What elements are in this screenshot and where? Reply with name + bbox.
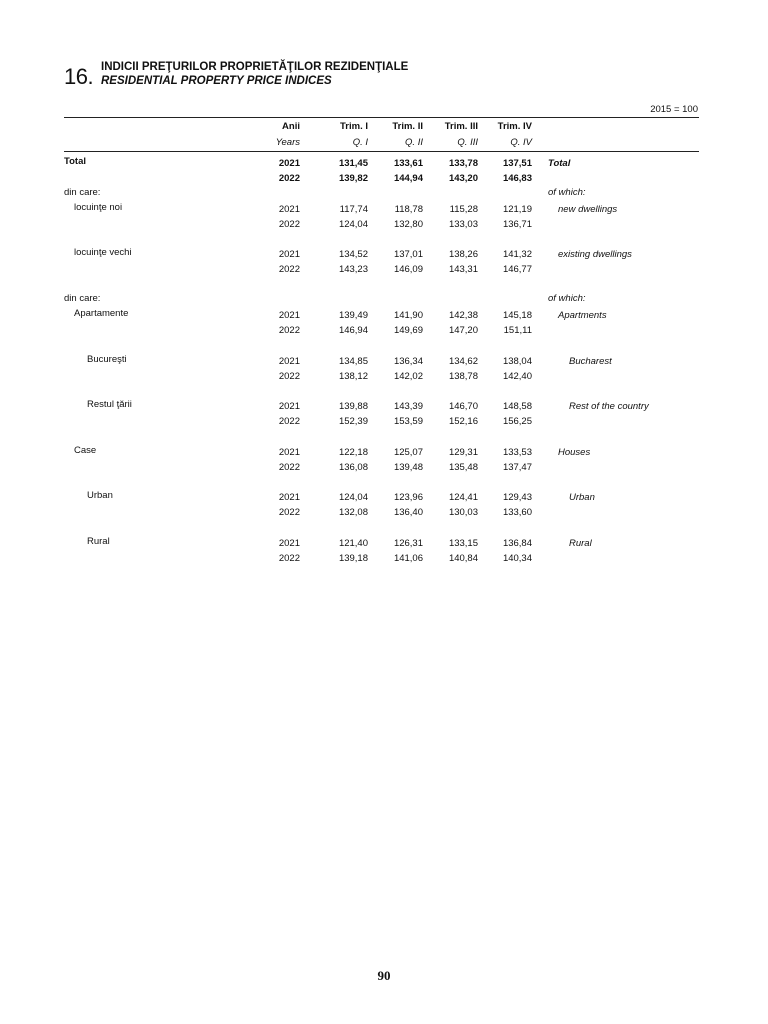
- year-cell: 2021: [278, 158, 300, 169]
- value-cell: 135,48: [448, 462, 478, 473]
- row-label-ro: Bucureşti: [87, 354, 127, 365]
- col-q4-en: Q. IV: [510, 137, 532, 148]
- year-cell: 2022: [278, 325, 300, 336]
- row-label-en: new dwellings: [558, 204, 618, 215]
- col-q3-en: Q. III: [457, 137, 478, 148]
- row-label-en: Bucharest: [569, 356, 612, 367]
- year-cell: 2022: [278, 371, 300, 382]
- value-cell: 124,04: [338, 492, 368, 503]
- value-cell: 143,31: [448, 264, 478, 275]
- year-cell: 2022: [278, 264, 300, 275]
- year-cell: 2022: [278, 416, 300, 427]
- value-cell: 146,09: [393, 264, 423, 275]
- row-label-en: Total: [548, 158, 571, 169]
- value-cell: 132,08: [338, 507, 368, 518]
- subgroup-heading-ro: din care:: [64, 187, 101, 198]
- value-cell: 146,70: [448, 401, 478, 412]
- value-cell: 138,78: [448, 371, 478, 382]
- year-cell: 2022: [278, 507, 300, 518]
- value-cell: 138,26: [448, 249, 478, 260]
- col-q1-en: Q. I: [352, 137, 368, 148]
- value-cell: 146,94: [338, 325, 368, 336]
- value-cell: 139,82: [338, 173, 368, 184]
- value-cell: 123,96: [393, 492, 423, 503]
- value-cell: 142,40: [502, 371, 532, 382]
- header-rule: [64, 151, 699, 152]
- value-cell: 133,61: [393, 158, 423, 169]
- value-cell: 137,51: [502, 158, 532, 169]
- title-romanian: INDICII PREŢURILOR PROPRIETĂŢILOR REZIDENŢIALE: [101, 61, 409, 73]
- value-cell: 125,07: [393, 447, 423, 458]
- value-cell: 136,40: [393, 507, 423, 518]
- subgroup-heading-en: of which:: [548, 187, 586, 198]
- value-cell: 139,49: [338, 310, 368, 321]
- value-cell: 133,53: [502, 447, 532, 458]
- value-cell: 132,80: [393, 219, 423, 230]
- base-year-note: 2015 = 100: [650, 104, 698, 115]
- subgroup-heading-ro: din care:: [64, 293, 101, 304]
- value-cell: 122,18: [338, 447, 368, 458]
- year-cell: 2021: [278, 492, 300, 503]
- value-cell: 137,47: [502, 462, 532, 473]
- table-number: 16.: [64, 64, 94, 89]
- value-cell: 136,71: [502, 219, 532, 230]
- value-cell: 134,52: [338, 249, 368, 260]
- value-cell: 147,20: [448, 325, 478, 336]
- value-cell: 153,59: [393, 416, 423, 427]
- value-cell: 136,34: [393, 356, 423, 367]
- year-cell: 2021: [278, 249, 300, 260]
- value-cell: 129,43: [502, 492, 532, 503]
- value-cell: 126,31: [393, 538, 423, 549]
- top-rule: [64, 117, 699, 118]
- value-cell: 142,02: [393, 371, 423, 382]
- value-cell: 124,41: [448, 492, 478, 503]
- value-cell: 139,88: [338, 401, 368, 412]
- value-cell: 138,12: [338, 371, 368, 382]
- table-titles: [101, 60, 501, 88]
- year-cell: 2021: [278, 310, 300, 321]
- value-cell: 149,69: [393, 325, 423, 336]
- row-label-en: existing dwellings: [558, 249, 632, 260]
- value-cell: 118,78: [394, 204, 423, 215]
- year-cell: 2022: [278, 173, 300, 184]
- value-cell: 137,01: [393, 249, 423, 260]
- value-cell: 143,23: [338, 264, 368, 275]
- value-cell: 143,39: [393, 401, 423, 412]
- value-cell: 133,03: [448, 219, 478, 230]
- value-cell: 145,18: [502, 310, 532, 321]
- col-q2-ro: Trim. II: [392, 121, 423, 132]
- value-cell: 144,94: [393, 173, 423, 184]
- col-q4-ro: Trim. IV: [497, 121, 532, 132]
- value-cell: 121,40: [338, 538, 368, 549]
- col-q3-ro: Trim. III: [444, 121, 478, 132]
- col-years-en: Years: [275, 137, 300, 148]
- value-cell: 133,60: [502, 507, 532, 518]
- value-cell: 152,39: [338, 416, 368, 427]
- value-cell: 115,28: [449, 204, 478, 215]
- value-cell: 141,90: [393, 310, 423, 321]
- row-label-ro: Apartamente: [74, 308, 129, 319]
- year-cell: 2021: [278, 204, 300, 215]
- row-label-en: Rest of the country: [569, 401, 649, 412]
- row-label-ro: Total: [64, 156, 86, 167]
- subgroup-heading-en: of which:: [548, 293, 586, 304]
- value-cell: 133,78: [448, 158, 478, 169]
- value-cell: 152,16: [448, 416, 478, 427]
- value-cell: 134,85: [338, 356, 368, 367]
- value-cell: 134,62: [448, 356, 478, 367]
- value-cell: 129,31: [448, 447, 478, 458]
- year-cell: 2021: [278, 401, 300, 412]
- year-cell: 2022: [278, 553, 300, 564]
- row-label-en: Urban: [569, 492, 595, 503]
- col-q1-ro: Trim. I: [340, 121, 368, 132]
- row-label-en: Houses: [558, 447, 591, 458]
- value-cell: 139,48: [393, 462, 423, 473]
- row-label-en: Apartments: [558, 310, 607, 321]
- row-label-ro: Urban: [87, 490, 113, 501]
- value-cell: 148,58: [502, 401, 532, 412]
- value-cell: 131,45: [338, 158, 368, 169]
- page-number: 90: [377, 968, 391, 983]
- row-label-en: Rural: [569, 538, 592, 549]
- value-cell: 156,25: [502, 416, 532, 427]
- title-english: RESIDENTIAL PROPERTY PRICE INDICES: [101, 75, 332, 87]
- col-years-ro: Anii: [282, 121, 300, 132]
- row-label-ro: locuinţe vechi: [74, 247, 132, 258]
- value-cell: 141,32: [502, 249, 532, 260]
- value-cell: 124,04: [338, 219, 368, 230]
- value-cell: 146,77: [502, 264, 532, 275]
- value-cell: 139,18: [338, 553, 368, 564]
- value-cell: 142,38: [448, 310, 478, 321]
- value-cell: 117,74: [339, 204, 368, 215]
- row-label-ro: locuinţe noi: [74, 202, 123, 213]
- value-cell: 136,84: [502, 538, 532, 549]
- year-cell: 2021: [278, 447, 300, 458]
- col-q2-en: Q. II: [405, 137, 423, 148]
- value-cell: 143,20: [448, 173, 478, 184]
- value-cell: 133,15: [448, 538, 478, 549]
- value-cell: 151,11: [503, 325, 532, 336]
- year-cell: 2022: [278, 219, 300, 230]
- year-cell: 2021: [278, 538, 300, 549]
- value-cell: 130,03: [448, 507, 478, 518]
- value-cell: 140,84: [448, 553, 478, 564]
- value-cell: 141,06: [393, 553, 423, 564]
- value-cell: 146,83: [502, 173, 532, 184]
- year-cell: 2022: [278, 462, 300, 473]
- value-cell: 140,34: [502, 553, 532, 564]
- value-cell: 136,08: [338, 462, 368, 473]
- year-cell: 2021: [278, 356, 300, 367]
- value-cell: 121,19: [502, 204, 532, 215]
- row-label-ro: Restul ţării: [87, 399, 132, 410]
- row-label-ro: Case: [74, 445, 97, 456]
- value-cell: 138,04: [502, 356, 532, 367]
- row-label-ro: Rural: [87, 536, 110, 547]
